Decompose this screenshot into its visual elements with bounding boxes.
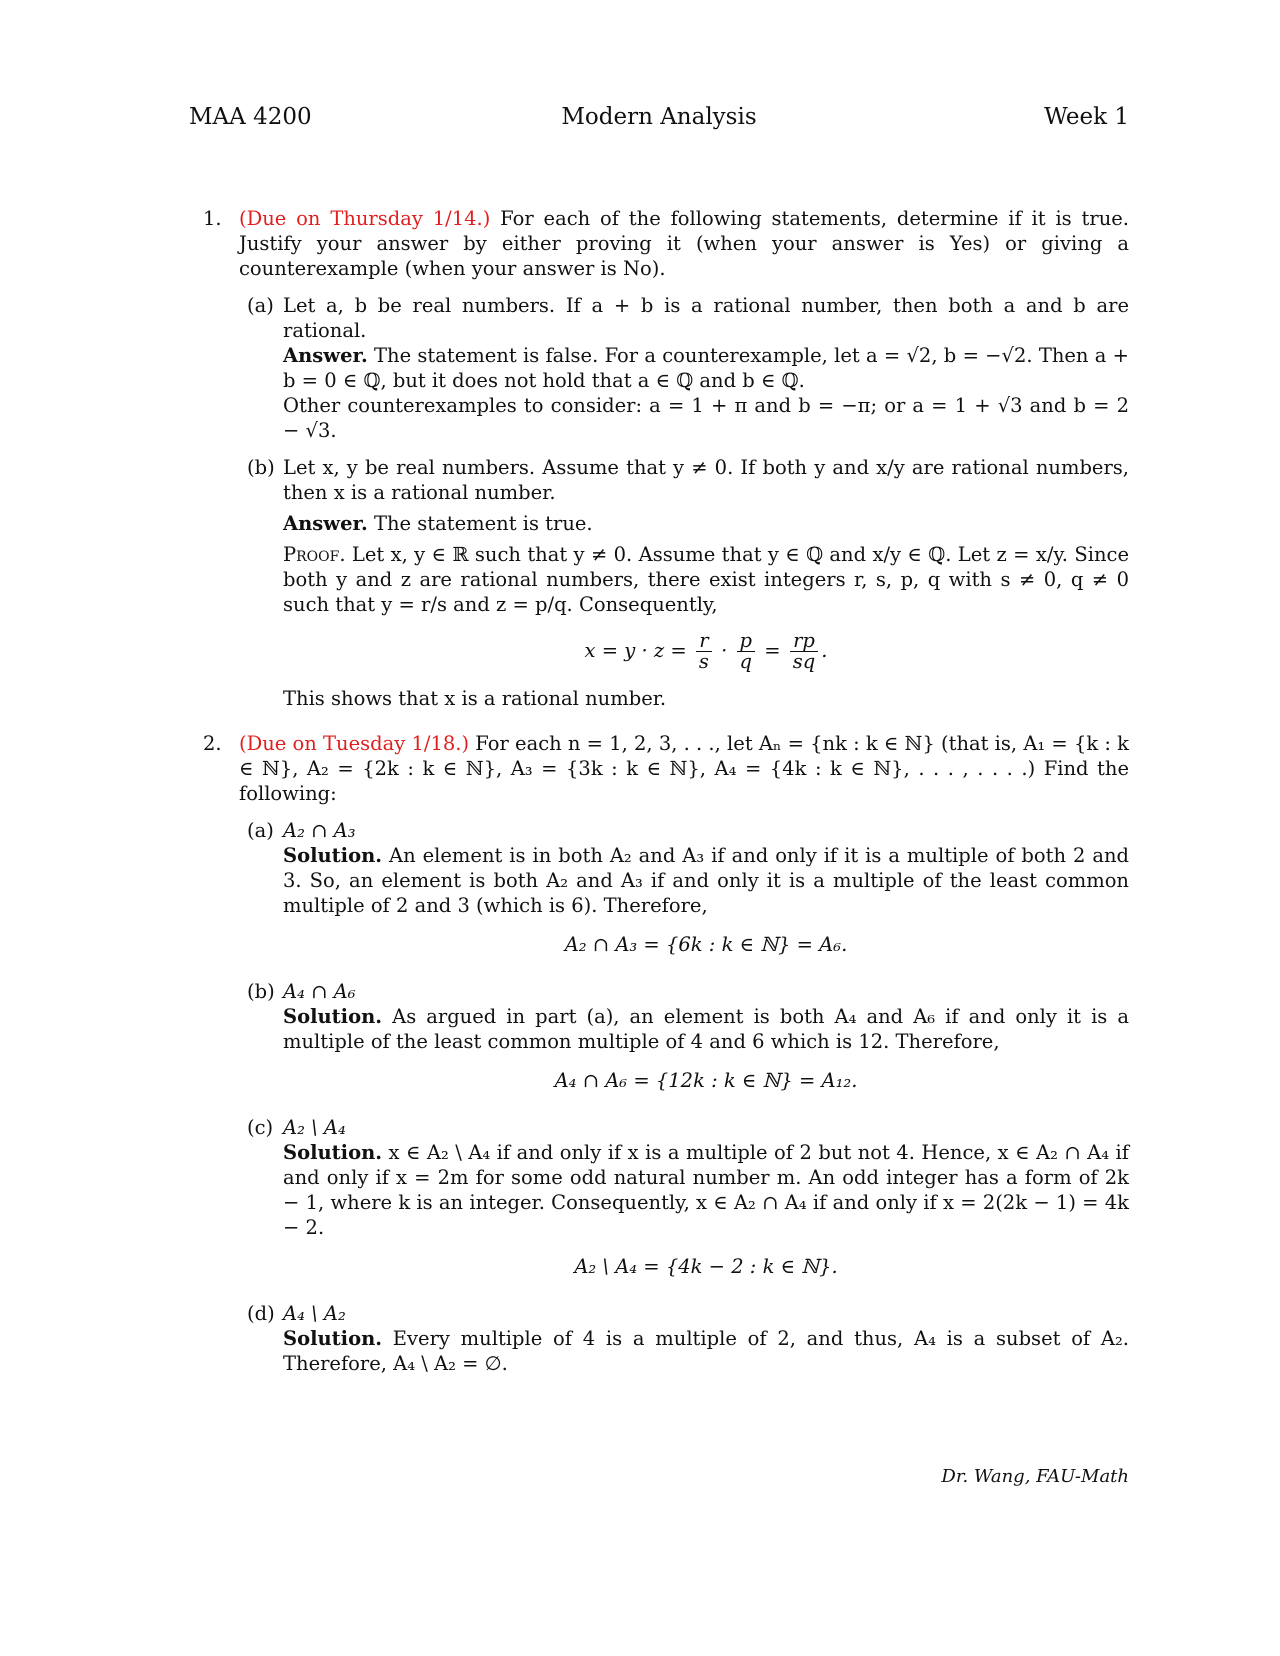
problem-2-text: For each n = 1, 2, 3, . . ., let Aₙ = {nk : k ∈ ℕ} (that is, A₁ = {k : k ∈ ℕ}, A₂ = {2k : k ∈ ℕ}, A₃ = {3k : k ∈ ℕ}, A₄ = {4k : k ∈ ℕ}, . . . , . . . .) Find the following: (239, 732, 1129, 805)
problem-number: 1. (203, 207, 222, 230)
due-date: (Due on Thursday 1/14.) (239, 207, 491, 230)
solution-2c (283, 1140, 1129, 1240)
numerator: p (737, 631, 755, 652)
equation-lead: x = y · z = (584, 639, 693, 662)
problem-1-intro (239, 206, 1129, 281)
problem-2 (203, 731, 1129, 1376)
numerator: r (696, 631, 712, 652)
part-label: (a) (247, 294, 274, 317)
other-counterexamples: Other counterexamples to consider: a = 1 + π and b = −π; or a = 1 + √3 and b = 2 − √3. (283, 394, 1129, 442)
fraction-r-s (696, 631, 712, 672)
solution-2d (283, 1326, 1129, 1376)
problem-1-text: For each of the following statements, determine if it is true. Justify your answer by either proving it (when your answer is Yes) or giving a counterexample (when your answer is No). (239, 207, 1129, 280)
fraction-p-q (737, 631, 755, 672)
part-title: A₄ \ A₂ (283, 1302, 346, 1325)
problem-2a (239, 818, 1129, 957)
part-label: (c) (247, 1116, 274, 1139)
answer-text: The statement is true. (367, 512, 593, 535)
part-title: A₂ ∩ A₃ (283, 819, 356, 842)
part-label: (b) (247, 456, 275, 479)
proof-text: Let x, y ∈ ℝ such that y ≠ 0. Assume that y ∈ ℚ and x/y ∈ ℚ. Let z = x/y. Since both y and z are rational numbers, there exist integers r, s, p, q with s ≠ 0, q ≠ 0 such that y = r/s and z = p/q. Consequently, (283, 543, 1129, 616)
solution-text: An element is in both A₂ and A₃ if and only if it is a multiple of both 2 and 3. So, an element is both A₂ and A₃ if and only it is a multiple of the least common multiple of 2 and 3 (which is 6). Therefore, (283, 844, 1129, 917)
course-code: MAA 4200 (189, 104, 312, 130)
answer-label: Answer. (283, 344, 368, 367)
problem-number: 2. (203, 732, 222, 755)
problem-2c (239, 1115, 1129, 1279)
solution-2b (283, 1004, 1129, 1054)
problem-1a (239, 293, 1129, 443)
conclusion-1b: This shows that x is a rational number. (283, 687, 667, 710)
problem-2d (239, 1301, 1129, 1376)
equals-sign: = (758, 639, 787, 662)
page-footer: Dr. Wang, FAU-Math (941, 1466, 1129, 1487)
answer-1a (283, 343, 1129, 393)
solution-label: Solution. (283, 1005, 383, 1028)
display-equation-1b (283, 631, 1129, 672)
proof-label: Proof. (283, 543, 346, 566)
answer-label: Answer. (283, 512, 368, 535)
solution-text: Every multiple of 4 is a multiple of 2, and thus, A₄ is a subset of A₂. Therefore, A₄ \ A₂ = ∅. (283, 1327, 1129, 1375)
document-body (203, 206, 1129, 1390)
problem-1b (239, 455, 1129, 711)
denominator: q (739, 650, 752, 673)
due-date: (Due on Tuesday 1/18.) (239, 732, 470, 755)
solution-text: As argued in part (a), an element is both A₄ and A₆ if and only it is a multiple of the least common multiple of 4 and 6 which is 12. Therefore, (283, 1005, 1129, 1053)
dot-operator: · (714, 639, 734, 662)
page-header (189, 104, 1129, 140)
part-label: (a) (247, 819, 274, 842)
problem-1 (203, 206, 1129, 711)
course-title: Modern Analysis (561, 104, 757, 130)
numerator: rp (790, 631, 819, 652)
fraction-rp-sq (790, 631, 819, 672)
denominator: s (698, 650, 709, 673)
statement-1b: Let x, y be real numbers. Assume that y ≠ 0. If both y and x/y are rational numbers, then x is a rational number. (283, 456, 1129, 504)
display-equation-2a: A₂ ∩ A₃ = {6k : k ∈ ℕ} = A₆. (564, 933, 848, 956)
solution-label: Solution. (283, 1327, 383, 1350)
period: . (821, 639, 828, 662)
problem-2-intro (239, 731, 1129, 806)
answer-text: The statement is false. For a counterexample, let a = √2, b = −√2. Then a + b = 0 ∈ ℚ, but it does not hold that a ∈ ℚ and b ∈ ℚ. (283, 344, 1129, 392)
part-label: (d) (247, 1302, 275, 1325)
display-equation-2c: A₂ \ A₄ = {4k − 2 : k ∈ ℕ}. (574, 1255, 838, 1278)
part-title: A₂ \ A₄ (283, 1116, 346, 1139)
solution-label: Solution. (283, 844, 383, 867)
proof-1b (283, 542, 1129, 617)
answer-1b (283, 511, 1129, 536)
problem-2b (239, 979, 1129, 1093)
solution-2a (283, 843, 1129, 918)
part-label: (b) (247, 980, 275, 1003)
statement-1a: Let a, b be real numbers. If a + b is a rational number, then both a and b are rational. (283, 294, 1129, 342)
part-title: A₄ ∩ A₆ (283, 980, 356, 1003)
display-equation-2b: A₄ ∩ A₆ = {12k : k ∈ ℕ} = A₁₂. (554, 1069, 858, 1092)
solution-label: Solution. (283, 1141, 383, 1164)
denominator: sq (792, 650, 816, 673)
solution-text: x ∈ A₂ \ A₄ if and only if x is a multiple of 2 but not 4. Hence, x ∈ A₂ ∩ A₄ if and only if x = 2m for some odd natural number m. An odd integer has a form of 2k − 1, where k is an integer. Consequently, x ∈ A₂ ∩ A₄ if and only if x = 2(2k − 1) = 4k − 2. (283, 1141, 1129, 1239)
week-label: Week 1 (1044, 104, 1129, 130)
